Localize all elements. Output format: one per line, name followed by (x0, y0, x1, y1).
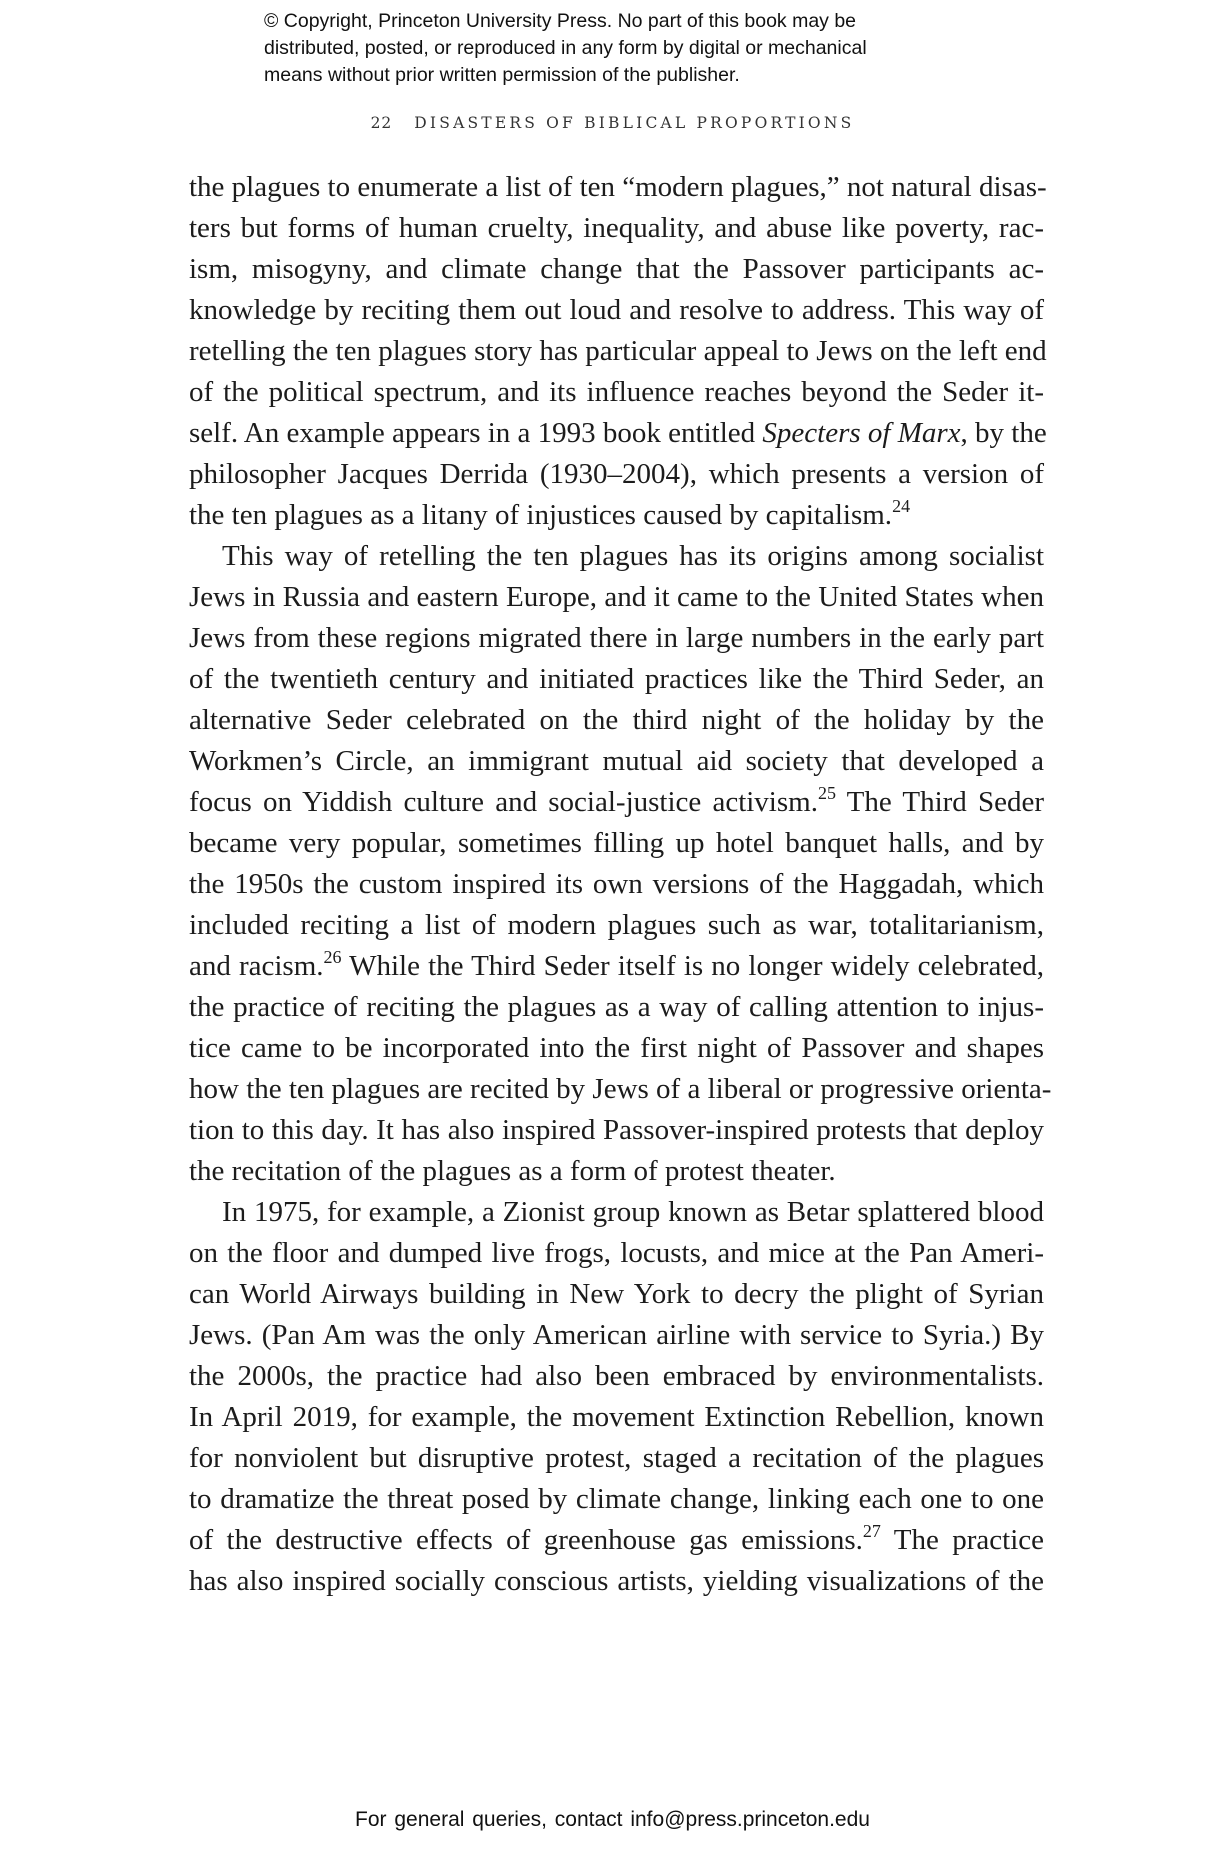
text-line: This way of retelling the ten plagues has its origins among socialist (222, 540, 1044, 572)
body-text (189, 167, 1052, 1602)
book-title: DISASTERS OF BIBLICAL PROPORTIONS (414, 114, 855, 132)
running-head (0, 114, 1225, 132)
footer-contact: For general queries, contact info@press.princeton.edu (355, 1808, 870, 1831)
text-line: the 2000s, the practice had also been embraced by environmentalists. (189, 1360, 1044, 1392)
text-line (189, 413, 1047, 454)
footnote-ref-25[interactable]: 25 (817, 783, 836, 804)
text-line: the 1950s the custom inspired its own versions of the Haggadah, which (189, 868, 1044, 900)
text-line: tion to this day. It has also inspired Passover-inspired protests that deploy (189, 1114, 1044, 1146)
text-line: In 1975, for example, a Zionist group known as Betar splattered blood (222, 1196, 1044, 1228)
text-segment: The practice (880, 1524, 1044, 1556)
footnote-ref-24[interactable]: 24 (892, 496, 911, 517)
text-line: for nonviolent but disruptive protest, staged a recitation of the plagues (189, 1442, 1044, 1474)
text-segment: focus on Yiddish culture and social-justice activism. (189, 786, 818, 818)
text-line: of the political spectrum, and its influence reaches beyond the Seder it- (189, 376, 1044, 408)
page-number: 22 (370, 114, 393, 132)
text-line (189, 1520, 1044, 1561)
text-line: In April 2019, for example, the movement Extinction Rebellion, known (189, 1401, 1044, 1433)
text-line: included reciting a list of modern plagues such as war, totalitarianism, (189, 909, 1044, 941)
text-line: the practice of reciting the plagues as a way of calling attention to injus- (189, 991, 1044, 1023)
text-segment: of the destructive effects of greenhouse gas emissions. (189, 1524, 863, 1556)
text-line: Jews from these regions migrated there in large numbers in the early part (189, 622, 1044, 654)
text-line: how the ten plagues are recited by Jews of a liberal or progressive orienta- (189, 1073, 1052, 1105)
text-segment: The Third Seder (835, 786, 1045, 818)
text-line: the recitation of the plagues as a form of protest theater. (189, 1155, 836, 1187)
text-line (189, 946, 1044, 987)
text-line: alternative Seder celebrated on the third night of the holiday by the (189, 704, 1044, 736)
copyright-line: distributed, posted, or reproduced in any form by digital or mechanical (264, 37, 867, 59)
text-line: became very popular, sometimes filling up hotel banquet halls, and by (189, 827, 1044, 859)
text-segment: and racism. (189, 950, 324, 982)
copyright-notice (264, 8, 1024, 89)
footnote-ref-27[interactable]: 27 (862, 1521, 881, 1542)
text-line: knowledge by reciting them out loud and resolve to address. This way of (189, 294, 1044, 326)
footnote-ref-26[interactable]: 26 (323, 947, 342, 968)
text-line: Jews in Russia and eastern Europe, and it came to the United States when (189, 581, 1044, 613)
text-segment: While the Third Seder itself is no longer widely celebrated, (341, 950, 1045, 982)
text-line: Jews. (Pan Am was the only American airline with service to Syria.) By (189, 1319, 1044, 1351)
copyright-line: means without prior written permission of the publisher. (264, 64, 740, 86)
book-title-italic: Specters of Marx (762, 417, 961, 449)
text-line (189, 495, 1044, 536)
text-segment: , by the (960, 417, 1047, 449)
text-line: can World Airways building in New York to decry the plight of Syrian (189, 1278, 1044, 1310)
text-line: the plagues to enumerate a list of ten “modern plagues,” not natural disas- (189, 171, 1047, 203)
text-line: philosopher Jacques Derrida (1930–2004), which presents a version of (189, 458, 1044, 490)
text-line: ism, misogyny, and climate change that the Passover participants ac- (189, 253, 1044, 285)
copyright-line: © Copyright, Princeton University Press. No part of this book may be (264, 10, 857, 32)
text-segment: self. An example appears in a 1993 book entitled (189, 417, 763, 449)
text-line: retelling the ten plagues story has particular appeal to Jews on the left end (189, 335, 1047, 367)
text-segment: the ten plagues as a litany of injustices caused by capitalism. (189, 499, 893, 531)
text-line: Workmen’s Circle, an immigrant mutual aid society that developed a (189, 745, 1044, 777)
text-line: to dramatize the threat posed by climate change, linking each one to one (189, 1483, 1044, 1515)
text-line: tice came to be incorporated into the first night of Passover and shapes (189, 1032, 1044, 1064)
text-line: has also inspired socially conscious artists, yielding visualizations of the (189, 1565, 1044, 1597)
text-line: on the floor and dumped live frogs, locusts, and mice at the Pan Ameri- (189, 1237, 1044, 1269)
text-line (189, 782, 1044, 823)
text-line: ters but forms of human cruelty, inequality, and abuse like poverty, rac- (189, 212, 1044, 244)
text-line: of the twentieth century and initiated practices like the Third Seder, an (189, 663, 1044, 695)
